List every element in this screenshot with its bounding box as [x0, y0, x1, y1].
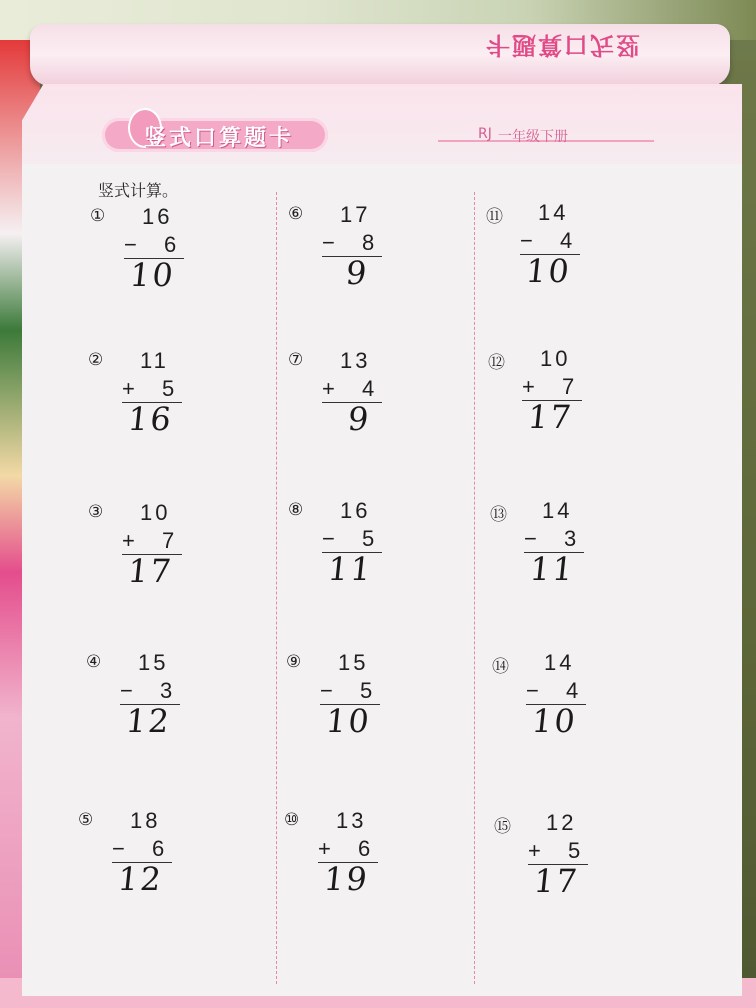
- operator: −: [322, 230, 335, 255]
- subtrahend: 4: [560, 228, 573, 253]
- augend: 13: [336, 808, 367, 833]
- rolled-page-title: 竖式口算题卡: [484, 31, 640, 59]
- addend: 5: [568, 838, 581, 863]
- operator: −: [112, 836, 125, 861]
- problem-number: ⑧: [288, 500, 304, 520]
- problem-12: [488, 348, 598, 458]
- subtrahend: 5: [362, 526, 375, 551]
- problem-number: ⑮: [494, 817, 511, 837]
- problem-1: [90, 206, 200, 316]
- operator: +: [522, 374, 535, 399]
- problem-11: [486, 202, 596, 312]
- addend: 5: [162, 376, 175, 401]
- minuend: 14: [544, 650, 575, 675]
- problem-number: ⑨: [286, 652, 302, 672]
- column-divider: [474, 192, 475, 984]
- addend: 7: [162, 528, 175, 553]
- problem-number: ⑥: [288, 204, 304, 224]
- augend: 11: [140, 348, 169, 373]
- problem-number: ②: [88, 350, 104, 370]
- problem-number: ①: [90, 206, 106, 226]
- problem-9: [286, 652, 396, 762]
- handwritten-answer: 17: [526, 398, 575, 436]
- handwritten-answer: 11: [528, 550, 577, 588]
- handwritten-answer: 10: [524, 252, 573, 290]
- handwritten-answer: 12: [124, 702, 173, 740]
- problem-14: [492, 652, 602, 762]
- operator: +: [318, 836, 331, 861]
- minuend: 14: [542, 498, 573, 523]
- problem-8: [288, 500, 398, 610]
- problem-number: ⑫: [488, 353, 505, 373]
- operator: −: [526, 678, 539, 703]
- operator: +: [528, 838, 541, 863]
- operator: −: [322, 526, 335, 551]
- minuend: 16: [142, 204, 173, 229]
- problem-number: ⑭: [492, 657, 509, 677]
- operator: −: [124, 232, 137, 257]
- problem-10: [284, 810, 394, 920]
- rolled-top-page: [30, 24, 730, 86]
- problem-number: ⑬: [490, 505, 507, 525]
- problem-2: [88, 350, 198, 460]
- handwritten-answer: 11: [326, 550, 375, 588]
- handwritten-answer: 10: [324, 702, 373, 740]
- minuend: 15: [138, 650, 169, 675]
- problem-5: [78, 810, 188, 920]
- handwritten-answer: 9: [344, 254, 371, 292]
- problem-15: [494, 812, 604, 922]
- problem-number: ④: [86, 652, 102, 672]
- minuend: 14: [538, 200, 569, 225]
- problem-number: ⑪: [486, 207, 503, 227]
- augend: 10: [140, 500, 171, 525]
- handwritten-answer: 9: [346, 400, 373, 438]
- problem-3: [88, 502, 198, 612]
- operator: +: [122, 376, 135, 401]
- operator: −: [320, 678, 333, 703]
- handwritten-answer: 16: [126, 400, 175, 438]
- minuend: 18: [130, 808, 161, 833]
- addend: 7: [562, 374, 575, 399]
- minuend: 15: [338, 650, 369, 675]
- card-title: 竖式口算题卡: [144, 126, 295, 151]
- problem-7: [288, 350, 398, 460]
- augend: 10: [540, 346, 571, 371]
- problem-number: ⑦: [288, 350, 304, 370]
- column-divider: [276, 192, 277, 984]
- instruction-text: 竖式计算。: [98, 181, 179, 200]
- subtrahend: 5: [360, 678, 373, 703]
- addend: 4: [362, 376, 375, 401]
- augend: 13: [340, 348, 371, 373]
- operator: −: [120, 678, 133, 703]
- problem-6: [288, 204, 398, 314]
- operator: +: [122, 528, 135, 553]
- problem-number: ⑤: [78, 810, 94, 830]
- minuend: 17: [340, 202, 371, 227]
- subtrahend: 8: [362, 230, 375, 255]
- grade-label: 一年级下册: [498, 129, 568, 145]
- problem-4: [86, 652, 196, 762]
- operator: +: [322, 376, 335, 401]
- subtrahend: 3: [160, 678, 173, 703]
- handwritten-answer: 10: [128, 256, 177, 294]
- handwritten-answer: 17: [532, 862, 581, 900]
- operator: −: [520, 228, 533, 253]
- grade-code: RJ: [478, 126, 492, 142]
- handwritten-answer: 10: [530, 702, 579, 740]
- problem-number: ⑩: [284, 810, 300, 830]
- problem-13: [490, 500, 600, 610]
- subtrahend: 4: [566, 678, 579, 703]
- handwritten-answer: 19: [322, 860, 371, 898]
- operator: −: [524, 526, 537, 551]
- addend: 6: [358, 836, 371, 861]
- augend: 12: [546, 810, 577, 835]
- minuend: 16: [340, 498, 371, 523]
- subtrahend: 3: [564, 526, 577, 551]
- handwritten-answer: 12: [116, 860, 165, 898]
- subtrahend: 6: [164, 232, 177, 257]
- subtrahend: 6: [152, 836, 165, 861]
- problem-number: ③: [88, 502, 104, 522]
- handwritten-answer: 17: [126, 552, 175, 590]
